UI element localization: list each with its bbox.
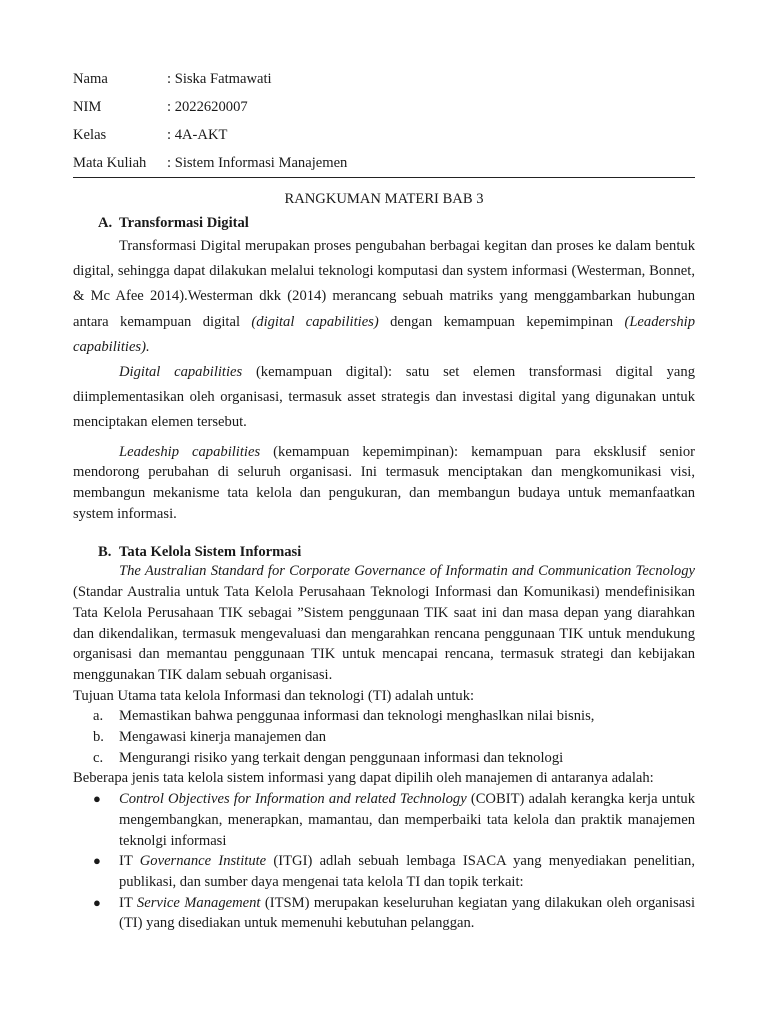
identity-label: Mata Kuliah — [73, 155, 147, 171]
list-marker: b. — [93, 729, 104, 746]
types-intro: Beberapa jenis tata kelola sistem informasi yang dapat dipilih oleh manajemen di antaranya adalah: — [73, 770, 654, 787]
section-a-heading — [73, 212, 695, 234]
identity-row-kelas — [73, 124, 695, 152]
document-page — [73, 68, 695, 934]
text-run: IT — [119, 853, 140, 870]
list-item — [73, 851, 695, 892]
italic-term: The Australian Standard for Corporate Governance of Informatin and Communication Tecnology — [119, 563, 695, 580]
text-run: dengan kemampuan kepemimpinan — [378, 313, 625, 330]
list-marker: a. — [93, 708, 104, 725]
italic-term: Service Management — [136, 894, 261, 911]
section-b-title: Tata Kelola Sistem Informasi — [119, 544, 302, 561]
section-b-letter: B. — [98, 544, 112, 561]
bullet-icon: ● — [93, 853, 101, 869]
section-a-paragraph-2 — [73, 360, 695, 436]
section-b-paragraph-1 — [73, 561, 695, 685]
list-item-text: Mengurangi risiko yang terkait dengan penggunaan informasi dan teknologi — [119, 749, 564, 766]
text-run: (ITGI) adlah sebuah lembaga ISACA yang menyediakan penelitian, publikasi, dan sumber daya mengenai tata kelola TI dan topik terkait: — [119, 853, 695, 890]
identity-value: : 4A-AKT — [167, 127, 228, 143]
identity-label: Kelas — [73, 127, 107, 143]
list-item — [73, 706, 695, 727]
identity-label: NIM — [73, 99, 102, 115]
italic-term: Digital capabilities — [119, 364, 243, 381]
italic-term: Leadeship capabilities — [119, 443, 261, 460]
list-marker: c. — [93, 749, 104, 766]
text-run: (Standar Australia untuk Tata Kelola Perusahaan Teknologi Informasi dan Komunikasi) mendefinisikan Tata Kelola Perusahaan TIK sebagai ”Sistem penggunaan TIK saat ini dan masa depan yang diarahkan dan dikendalikan, termasuk mengevaluasi dan mengarahkan rencana penggunaan TIK untuk mendukung organisasi dan memantau penggunaan TIK untuk mencapai rencana, termasuk strategi dan kebijakan menggunakan TIK dalam sebuah organisasi. — [73, 584, 695, 683]
list-item — [73, 893, 695, 934]
identity-value: : Siska Fatmawati — [167, 71, 272, 87]
identity-value: : 2022620007 — [167, 99, 248, 115]
section-a-paragraph-1 — [73, 234, 695, 360]
governance-types-list — [73, 789, 695, 934]
italic-term: Control Objectives for Information and related Technology — [119, 791, 467, 808]
italic-term: Governance Institute — [139, 853, 267, 870]
section-a-paragraph-3 — [73, 442, 695, 525]
list-item-text — [119, 851, 695, 892]
goals-intro: Tujuan Utama tata kelola Informasi dan teknologi (TI) adalah untuk: — [73, 687, 475, 704]
identity-row-nama — [73, 68, 695, 96]
document-title: RANGKUMAN MATERI BAB 3 — [284, 191, 484, 207]
identity-row-mata-kuliah — [73, 152, 695, 180]
list-item — [73, 748, 695, 769]
text-run: IT — [119, 894, 137, 911]
section-a-letter: A. — [98, 215, 113, 231]
italic-term: (Leadership capabilities). — [73, 313, 695, 355]
text-run: (COBIT) adalah kerangka kerja untuk mengembangkan, menerapkan, mamantau, dan memperbaiki tata kelola dan praktik manajemen teknolgi informasi — [119, 791, 695, 849]
list-item-text — [119, 893, 695, 934]
identity-row-nim — [73, 96, 695, 124]
section-b-heading — [73, 541, 695, 563]
text-run: (kemampuan kepemimpinan): kemampuan para eksklusif senior mendorong perubahan di seluruh organisasi. Ini termasuk menciptakan dan mengkomunikasi visi, membangun mekanisme tata kelola dan pengukuran, dan membangun budaya untuk memanfaatkan system informasi. — [73, 443, 695, 522]
identity-value: : Sistem Informasi Manajemen — [167, 155, 348, 171]
bullet-icon: ● — [93, 791, 101, 807]
list-item-text: Memastikan bahwa penggunaa informasi dan teknologi menghaslkan nilai bisnis, — [119, 708, 595, 725]
list-item-text — [119, 789, 695, 851]
bullet-icon: ● — [93, 894, 101, 910]
identity-label: Nama — [73, 71, 108, 87]
text-run: (kemampuan digital): satu set elemen transformasi digital yang diimplementasikan oleh organisasi, termasuk asset strategis dan investasi digital yang digunakan untuk menciptakan elemen tersebut. — [73, 364, 695, 431]
italic-term: (digital capabilities) — [251, 313, 379, 330]
list-item-text: Mengawasi kinerja manajemen dan — [119, 729, 327, 746]
section-a-title: Transformasi Digital — [119, 215, 249, 231]
identity-block — [73, 68, 695, 178]
list-item — [73, 789, 695, 851]
list-item — [73, 727, 695, 748]
text-run: Transformasi Digital merupakan proses pengubahan berbagai kegitan dan proses ke dalam bentuk digital, sehingga dapat dilakukan melalui teknologi komputasi dan system informasi (Westerman, Bonnet, & Mc Afee 2014).Westerman dkk (2014) merancang sebuah matriks yang menggambarkan hubungan antara kemampuan digital — [73, 238, 695, 330]
text-run: (ITSM) merupakan keseluruhan kegiatan yang dilakukan oleh organisasi (TI) yang disediakan untuk memenuhi kebutuhan pelanggan. — [119, 894, 696, 932]
goals-list — [73, 706, 695, 768]
